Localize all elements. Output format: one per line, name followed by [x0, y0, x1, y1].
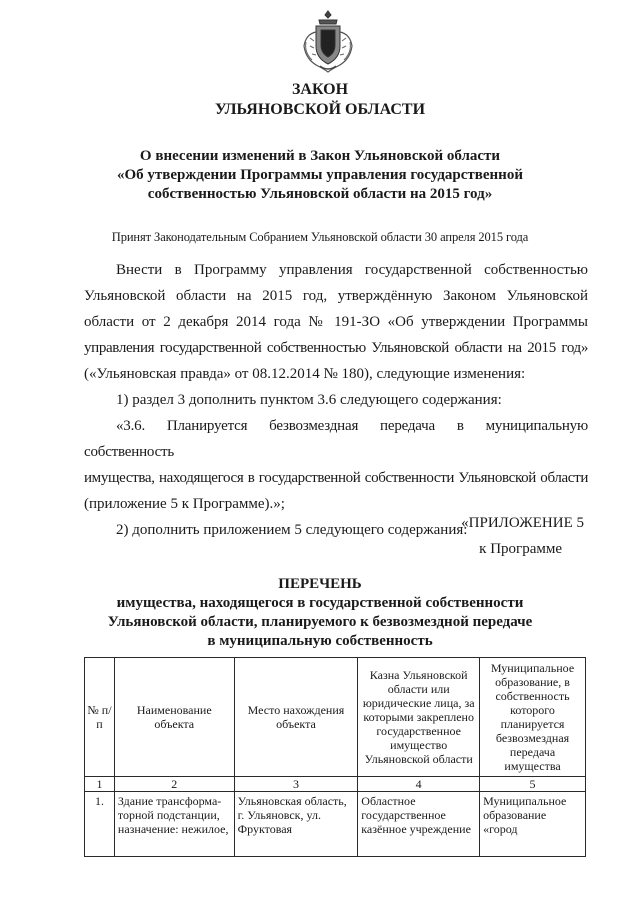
- law-subject-line-1: О внесении изменений в Закон Ульяновской области: [139, 148, 501, 164]
- law-header: [0, 80, 640, 120]
- list-title-line-4: в муниципальную собственность: [207, 633, 433, 649]
- main-paragraph: [84, 257, 588, 543]
- row-location: Ульяновская область, г. Ульяновск, ул. Фруктовая: [234, 792, 358, 857]
- law-header-line-2: УЛЬЯНОВСКОЙ ОБЛАСТИ: [214, 101, 426, 118]
- appendix-label: «ПРИЛОЖЕНИЕ 5: [461, 515, 584, 531]
- change-item-1: 1) раздел 3 дополнить пунктом 3.6 следующего содержания:: [116, 392, 502, 408]
- header-num: № п/п: [85, 658, 115, 777]
- quoted-clause-line-1: «3.6. Планируется безвозмездная передача в муниципальную собственность: [84, 418, 588, 460]
- main-paragraph-line-4: управления государственной собственностью Ульяновской области на 2015 год»: [84, 340, 588, 356]
- property-list-table: [84, 657, 586, 857]
- column-number: 3: [234, 777, 358, 792]
- header-treasury: Казна Ульяновской области или юридические лица, за которыми закреплено государственное имущество Ульяновской области: [358, 658, 480, 777]
- coat-of-arms-emblem: [300, 8, 356, 74]
- list-title-line-3: Ульяновской области, планируемого к безвозмездной передаче: [107, 614, 533, 630]
- list-title-line-1: ПЕРЕЧЕНЬ: [278, 576, 362, 592]
- change-item-2: 2) дополнить приложением 5 следующего содержания:: [116, 522, 468, 538]
- law-subject: [0, 147, 640, 204]
- law-subject-line-2: «Об утверждении Программы управления государственной: [117, 167, 523, 183]
- quoted-clause-line-3: (приложение 5 к Программе).»;: [84, 496, 285, 512]
- column-number: 4: [358, 777, 480, 792]
- row-treasury: Областное государственное казённое учреждение: [358, 792, 480, 857]
- law-header-line-1: ЗАКОН: [291, 81, 349, 98]
- quoted-clause-line-2: имущества, находящегося в государственной собственности Ульяновской области: [84, 470, 588, 486]
- list-title: [0, 575, 640, 651]
- header-municipality: Муниципальное образование, в собственность которого планируется безвозмездная передача имущества: [480, 658, 586, 777]
- column-number: 5: [480, 777, 586, 792]
- main-paragraph-line-3: области от 2 декабря 2014 года № 191-ЗО «Об утверждении Программы: [84, 314, 588, 330]
- table-row: [85, 792, 586, 857]
- row-num: 1.: [85, 792, 115, 857]
- column-number: 2: [114, 777, 234, 792]
- appendix-reference: к Программе: [479, 541, 562, 557]
- adoption-note: Принят Законодательным Собранием Ульяновской области 30 апреля 2015 года: [111, 230, 529, 244]
- list-title-line-2: имущества, находящегося в государственной собственности: [116, 595, 524, 611]
- main-paragraph-line-1: Внести в Программу управления государственной собственностью: [116, 262, 588, 278]
- table-header-row: [85, 658, 586, 777]
- main-paragraph-line-5: («Ульяновская правда» от 08.12.2014 № 180), следующие изменения:: [84, 366, 526, 382]
- header-name: Наименование объекта: [114, 658, 234, 777]
- row-name: Здание трансформа-торной подстанции, назначение: нежилое,: [114, 792, 234, 857]
- table-column-numbers-row: [85, 777, 586, 792]
- law-subject-line-3: собственностью Ульяновской области на 2015 год»: [147, 186, 493, 202]
- header-location: Место нахождения объекта: [234, 658, 358, 777]
- row-municipality: Муниципальное образование «город: [480, 792, 586, 857]
- main-paragraph-line-2: Ульяновской области на 2015 год, утверждённую Законом Ульяновской: [84, 288, 588, 304]
- column-number: 1: [85, 777, 115, 792]
